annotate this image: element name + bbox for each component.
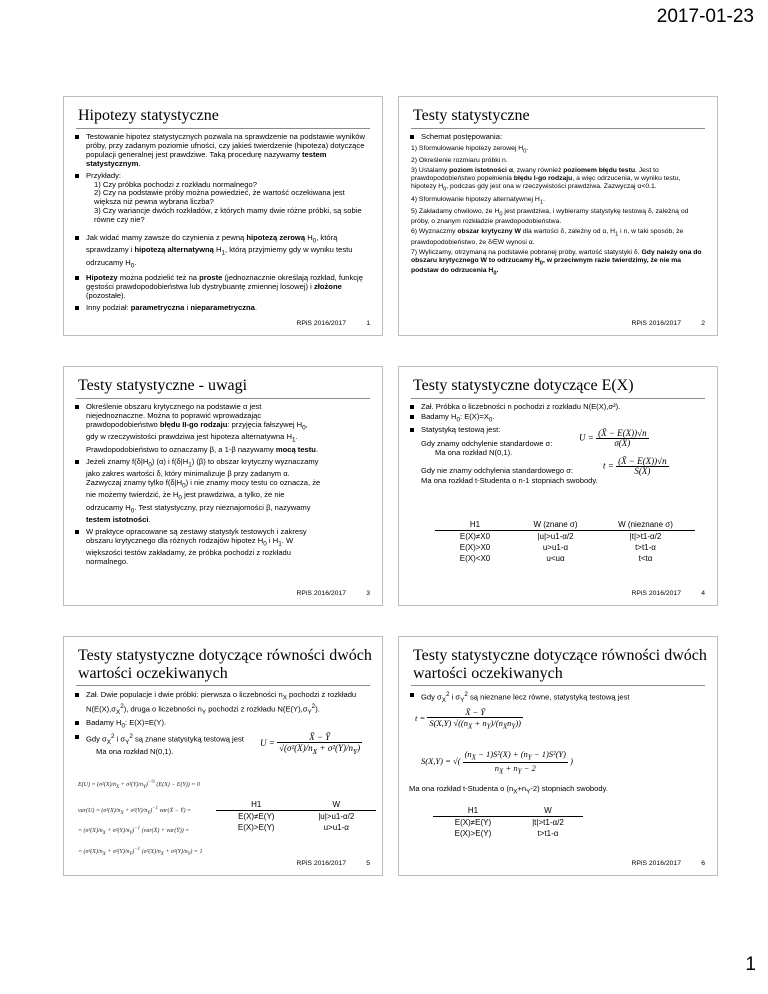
page-number: 1 [745, 954, 756, 975]
step-1: 1) Sformułowanie hipotezy zerowej $H_0$. [411, 144, 529, 155]
bullet: Jeżeli znamy $f(\delta|H_0)$ (α) i $f(\delta|H_1)$ (β) to obszar krytyczny wyznaczamy jako zakres wartości δ, który minimalizuje β przy zadanym α. Zazwyczaj znamy tylko $f(\delta|H_0)$ i nie znamy mocy testu co oznacza, że nie możemy twierdzić, że $H_0$ jest prawdziwa, a tylko, że nie odrzucamy $H_0$. Test statystyczny, przy nieznajomości β, nazywamy testem istotności. [74, 458, 322, 526]
step-2: 2) Określenie rozmiaru próbki n. [411, 157, 508, 165]
bullet: Zał. Próbka o liczebności n pochodzi z rozkładu N(E(X),σ²). [409, 403, 707, 412]
formula-u: U = $\frac{(X̄ - E(X))√n}{\sigma(X)}$ [579, 428, 647, 449]
slide-body [409, 133, 707, 279]
slide-body: Zał. Próbka o liczebności n pochodzi z rozkładu N(E(X),σ²). Badamy $H_0$: $E(X)=X_0$. Statystyką testową jest: Gdy znamy odchylenie standardowe σ: U = $\frac{(X̄ - E(X))√n}{\sigma(X)}$ Ma ona rozkład N(0,1). Gdy nie znamy odchylenia standardowego σ: t = $\frac{(X̄ - E(X))√n}{S(X)}$ Ma ona rozkład t-Studenta o n-1 stopniach swobody. [409, 403, 707, 485]
bullet: Gdy $\sigma_X^2$ i $\sigma_Y^2$ są znane statystyką testową jest [74, 733, 372, 748]
step-3: 3) Ustalamy poziom istotności α, zwany również poziomem błędu testu. Jest to prawdopodobieństwo popełnienia błędu I-go rodzaju, a więc odrzucenia, w wyniku testu, hipotezy $H_0$, podczas gdy jest ona w rzeczywistości prawdziwa. Zazwyczaj α<0.1. [411, 167, 681, 193]
critical-region-table: H1 W E(X)≠E(Y) |t|>t1-α/2 E(X)>E(Y) t>t1-α [433, 805, 583, 839]
formula-u-two-means: U = $\frac{X̄ - Ȳ}{√(\sigma^2(X)/n_X + \sigma^2(Y)/n_Y)}$ [260, 732, 361, 756]
slide-1 [63, 96, 383, 336]
bullet: W praktyce opracowane są zestawy statystyk testowych i zakresy obszaru krytycznego dla różnych rodzajów hipotez $H_0$ i $H_1$. W większości testów zakładamy, że próbka pochodzi z rozkładu normalnego. [74, 528, 322, 567]
bullet: Gdy $\sigma_X^2$ i $\sigma_Y^2$ są nieznane lecz równe, statystyką testową jest [409, 691, 707, 706]
bullet: Badamy $H_0$: E(X)=E(Y). [74, 719, 372, 731]
formula-pooled-sd: S(X,Y) = √( $\frac{(n_X - 1)S^2(X) + (n_Y - 1)S^2(Y)}{n_X + n_Y - 2}$ ) [421, 749, 573, 776]
title-rule [411, 398, 705, 399]
formula-t-two-means: t = $\frac{X̄ - Ȳ}{S(X,Y) √((n_X + n_Y)/(n_Xn_Y))}$ [415, 707, 522, 731]
slide-body [74, 133, 372, 316]
slide-2 [398, 96, 718, 336]
slide-number: 2 [701, 320, 705, 327]
bullet: Statystyką testową jest: [409, 426, 707, 435]
title-rule [76, 128, 370, 129]
slide-body [74, 403, 322, 570]
slide-title: Testy statystyczne dotyczące równości dwóch wartości oczekiwanych [78, 647, 372, 682]
critical-region-table: H1 W E(X)≠E(Y) |u|>u1-α/2 E(X)>E(Y) u>u1-α [216, 799, 376, 833]
slide-footer: RPiS 2016/2017 [296, 320, 346, 327]
example-2: 2) Czy na podstawie próby można powiedzieć, że wartość oczekiwana jest większa niż pewna wybrana liczba? [94, 188, 345, 207]
title-rule [411, 128, 705, 129]
degrees-of-freedom: Ma ona rozkład t-Studenta o $(n_X+n_Y-2)$ stopniach swobody. [409, 784, 608, 796]
bullet: Badamy $H_0$: $E(X)=X_0$. [409, 413, 707, 425]
bullet: Określenie obszaru krytycznego na podstawie α jest niejednoznaczne. Można to poprawić wprowadzając prawdopodobieństwo błędu II-go rodzaju: przyjęcia fałszywej $H_0$, gdy w rzeczywistości prawdziwa jest hipoteza alternatywna $H_1$. Prawdopodobieństwo to oznaczamy β, a 1-β nazywamy mocą testu. [74, 403, 322, 455]
title-rule [76, 685, 370, 686]
step-7: 7) Wyliczamy, otrzymaną na podstawie pobranej próby, wartość statystyki δ. Gdy należy ona do obszaru krytycznego W to odrzucamy $H_0$, w przeciwnym razie twierdzimy, że nie ma podstaw do odrzucenia $H_0$. [411, 248, 702, 277]
slide-3 [63, 366, 383, 606]
bullet: Inny podział: parametryczna i nieparametryczna. [74, 304, 372, 313]
slide-number: 4 [701, 590, 705, 597]
bullet: Przykłady: 1) Czy próbka pochodzi z rozkładu normalnego? 2) Czy na podstawie próby można powiedzieć, że wartość oczekiwana jest większa niż pewna wybrana liczba? 3) Czy wariancje dwóch rozkładów, z których mamy dwie różne próbki, są sobie równe czy nie? [74, 172, 372, 225]
slide-body: Zał. Dwie populacje i dwie próbki: pierwsza o liczebności $n_X$ pochodzi z rozkładu $N(E(X),\sigma_X^2)$, druga o liczebności $n_Y$ pochodzi z rozkładu $N(E(Y),\sigma_Y^2)$. Badamy $H_0$: E(X)=E(Y). Gdy $\sigma_X^2$ i $\sigma_Y^2$ są znane statystyką testową jest Ma ona rozkład N(0,1). [74, 691, 372, 757]
slide-title: Testy statystyczne dotyczące E(X) [413, 377, 634, 394]
slide-footer: RPiS 2016/2017 [296, 860, 346, 867]
derivation: $E(U) = (\sigma^2(X)/n_X + \sigma^2(Y)/n_Y)^{-\frac{1}{2}}$ (E(X) − E(Y)) = 0 $var(U) = (\sigma^2(X)/n_X + \sigma^2(Y)/n_Y)^{-1}$ var(X̄ − Ȳ) = = $(\sigma^2(X)/n_X + \sigma^2(Y)/n_Y)^{-1}$ (var(X̄) + var(Ȳ)) = = $(\sigma^2(X)/n_X + \sigma^2(Y)/n_Y)^{-1}$ $(\sigma^2(X)/n_X + \sigma^2(Y)/n_Y) = 1$ [78, 780, 203, 857]
slide-title: Testy statystyczne [413, 107, 530, 124]
example-1: 1) Czy próbka pochodzi z rozkładu normalnego? [94, 179, 257, 189]
slide-title: Hipotezy statystyczne [78, 107, 219, 124]
slide-footer: RPiS 2016/2017 [631, 590, 681, 597]
formula-t: t = $\frac{(X̄ - E(X))√n}{S(X)}$ [603, 456, 667, 477]
slide-title: Testy statystyczne dotyczące równości dwóch wartości oczekiwanych [413, 647, 707, 682]
bullet: Jak widać mamy zawsze do czynienia z pewną hipotezą zerową $H_0$, którą sprawdzamy i hipotezą alternatywną $H_1$, którą przyjmiemy gdy w wyniku testu odrzucamy $H_0$. [74, 234, 372, 271]
slide-number: 3 [366, 590, 370, 597]
step-6: 6) Wyznaczmy obszar krytyczny W dla wartości δ, zależny od α, $H_1$ i n, w taki sposób, że prawdopodobieństwo, że δ∈W wynosi α. [411, 228, 684, 246]
bullet: Zał. Dwie populacje i dwie próbki: pierwsza o liczebności $n_X$ pochodzi z rozkładu $N(E(X),\sigma_X^2)$, druga o liczebności $n_Y$ pochodzi z rozkładu $N(E(Y),\sigma_Y^2)$. [74, 691, 372, 718]
step-4: 4) Sformułowanie hipotezy alternatywnej $H_1$. [411, 195, 545, 205]
slide-footer: RPiS 2016/2017 [631, 320, 681, 327]
critical-region-table: H1 W (znane σ) W (nieznane σ) E(X)≠X0 |u|>u1-α/2 |t|>t1-α/2 E(X)>X0 u>u1-α t>t1-α E(X)<X0 u<uα t<tα [435, 519, 695, 564]
slide-4 [398, 366, 718, 606]
slide-number: 1 [366, 320, 370, 327]
slide-title: Testy statystyczne - uwagi [78, 377, 248, 394]
slide-5 [63, 636, 383, 876]
title-rule [76, 398, 370, 399]
example-3: 3) Czy wariancje dwóch rozkładów, z których mamy dwie różne próbki, są sobie równe czy nie? [94, 206, 362, 225]
slide-footer: RPiS 2016/2017 [296, 590, 346, 597]
title-rule [411, 685, 705, 686]
bullet: Hipotezy można podzielić też na proste (jednoznacznie określają rozkład, funkcję gęstości prawdopodobieństwa lub dystrybuantę zmiennej losowej) i złożone (pozostałe). [74, 274, 372, 301]
slide-footer: RPiS 2016/2017 [631, 860, 681, 867]
slide-6 [398, 636, 718, 876]
bullet: Schemat postępowania: [409, 133, 707, 142]
slide-number: 6 [701, 860, 705, 867]
step-5: 5) Zakładamy chwilowo, że $H_0$ jest prawdziwa, i wybieramy statystykę testową δ, zależną od próby, o znanym rozkładzie prawdopodobieństwa. [411, 207, 689, 226]
page-date: 2017-01-23 [656, 6, 754, 27]
slide-number: 5 [366, 860, 370, 867]
bullet: Testowanie hipotez statystycznych pozwala na sprawdzenie na podstawie wyników próby, przy zadanym poziomie ufności, czy jakieś twierdzenie (hipoteza) dotyczące populacji generalnej jest prawdziwe. Taką procedurę nazywamy testem statystycznym. [74, 133, 372, 169]
